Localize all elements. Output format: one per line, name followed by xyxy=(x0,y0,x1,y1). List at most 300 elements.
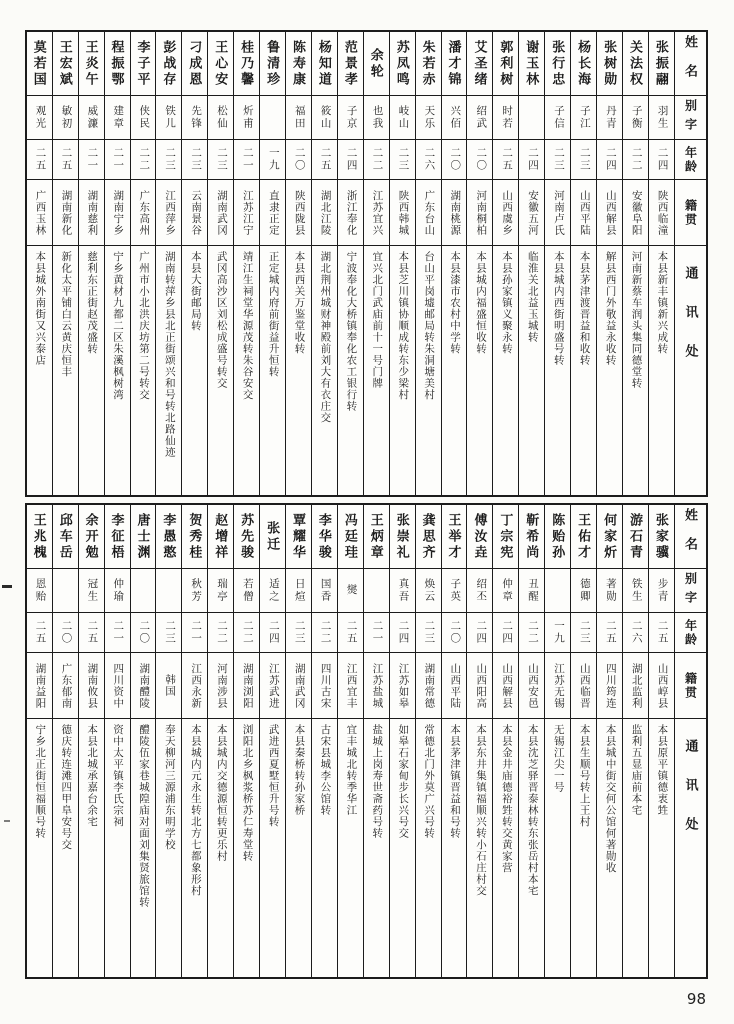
courtesy-name: 羽生 xyxy=(649,96,674,140)
age: 二三 xyxy=(545,140,570,180)
native-place: 江西宜丰 xyxy=(338,653,363,719)
person-name: 王心安 xyxy=(208,32,233,96)
age: 二五 xyxy=(27,613,52,653)
header-column xyxy=(674,32,706,495)
age: 二二 xyxy=(623,140,648,180)
header-name: 姓名 xyxy=(675,505,706,569)
native-place: 江苏武进 xyxy=(260,653,285,719)
person-column xyxy=(596,32,622,495)
person-name: 刁成恩 xyxy=(182,32,207,96)
age: 二〇 xyxy=(53,613,78,653)
age: 二二 xyxy=(364,140,389,180)
person-column xyxy=(363,505,389,977)
person-name: 艾圣绪 xyxy=(467,32,492,96)
courtesy-name: 子衡 xyxy=(623,96,648,140)
contact-address: 资中太平镇李氏宗祠 xyxy=(112,724,124,828)
person-column xyxy=(27,32,52,495)
person-name: 王举才 xyxy=(442,505,467,569)
person-column xyxy=(337,32,363,495)
courtesy-name: 子信 xyxy=(545,96,570,140)
age: 二三 xyxy=(571,613,596,653)
courtesy-name: 德卿 xyxy=(571,569,596,613)
age: 二三 xyxy=(571,140,596,180)
age: 二二 xyxy=(519,613,544,653)
person-name: 赵增祥 xyxy=(208,505,233,569)
person-column xyxy=(155,32,181,495)
courtesy-name: 绍武 xyxy=(467,96,492,140)
age: 二〇 xyxy=(286,140,311,180)
courtesy-name: 威濂 xyxy=(79,96,104,140)
header-native-place: 籍贯 xyxy=(675,180,706,246)
contact-address: 本县漆市农村中学转 xyxy=(449,251,461,355)
person-name: 郭利树 xyxy=(493,32,518,96)
age: 二五 xyxy=(27,140,52,180)
age: 二五 xyxy=(493,140,518,180)
age: 二五 xyxy=(79,613,104,653)
person-name: 苏先骏 xyxy=(234,505,259,569)
age: 二五 xyxy=(53,140,78,180)
header-courtesy-name: 别字 xyxy=(675,96,706,140)
courtesy-name: 岐山 xyxy=(390,96,415,140)
person-column xyxy=(363,32,389,495)
courtesy-name xyxy=(519,96,544,140)
courtesy-name: 福田 xyxy=(286,96,311,140)
native-place: 山西平陆 xyxy=(442,653,467,719)
age: 二二 xyxy=(208,613,233,653)
person-column xyxy=(492,32,518,495)
contact-address: 武冈高沙区刘松成盛号转交 xyxy=(215,251,227,389)
age: 二〇 xyxy=(467,140,492,180)
person-name: 李华骏 xyxy=(312,505,337,569)
contact-address: 本县西关万鉴堂收转 xyxy=(293,251,305,355)
courtesy-name: 焕云 xyxy=(416,569,441,613)
contact-address: 武进西夏墅恒升号转 xyxy=(267,724,279,828)
contact-address: 常德北门外莫广兴号转 xyxy=(423,724,435,839)
age: 一九 xyxy=(545,613,570,653)
courtesy-name xyxy=(156,569,181,613)
native-place: 四川筠连 xyxy=(597,653,622,719)
contact-address: 本县茅津渡晋益和收转 xyxy=(578,251,590,366)
contact-address: 广州市小北洪庆坊第二号转交 xyxy=(137,251,149,401)
native-place: 山西解县 xyxy=(493,653,518,719)
person-column xyxy=(233,32,259,495)
age: 二一 xyxy=(234,140,259,180)
person-name: 王佑才 xyxy=(571,505,596,569)
native-place: 湖北监利 xyxy=(623,653,648,719)
contact-address: 本县城内元永生转北方七都象形村 xyxy=(189,724,201,897)
age: 二四 xyxy=(390,613,415,653)
age: 二一 xyxy=(79,140,104,180)
courtesy-name xyxy=(131,569,156,613)
age: 二三 xyxy=(286,613,311,653)
contact-address: 本县城内福盛恒收转 xyxy=(474,251,486,355)
contact-address: 靖江生祠堂华源茂转朱谷安交 xyxy=(241,251,253,401)
contact-address: 德庆转连滩四甲阜安号交 xyxy=(60,724,72,851)
courtesy-name: 著勋 xyxy=(597,569,622,613)
courtesy-name: 时若 xyxy=(493,96,518,140)
person-name: 陈贻孙 xyxy=(545,505,570,569)
courtesy-name: 兴佰 xyxy=(442,96,467,140)
contact-address: 本县茅津镇晋益和号转 xyxy=(449,724,461,839)
courtesy-name: 丑醒 xyxy=(519,569,544,613)
contact-address: 宜丰城北转季华江 xyxy=(345,724,357,816)
person-column xyxy=(181,32,207,495)
contact-address: 本县金井庙德裕甡转交黄家营 xyxy=(500,724,512,874)
courtesy-name: 绍丕 xyxy=(467,569,492,613)
age: 二一 xyxy=(105,140,130,180)
person-column xyxy=(27,505,52,977)
native-place: 陕西临潼 xyxy=(649,180,674,246)
contact-address: 本县东井集镇福顺兴转小石庄村交 xyxy=(474,724,486,897)
person-name: 潘才锦 xyxy=(442,32,467,96)
page-number: 98 xyxy=(686,990,706,1008)
contact-address: 宜兴北门武庙前十一号门牌 xyxy=(371,251,383,389)
person-column xyxy=(518,32,544,495)
person-column xyxy=(389,505,415,977)
contact-address: 无锡江尖一号 xyxy=(552,724,564,793)
contact-address: 奉天柳河三源浦东明学校 xyxy=(163,724,175,851)
age: 二六 xyxy=(416,140,441,180)
native-place: 河南涉县 xyxy=(208,653,233,719)
age: 二〇 xyxy=(442,613,467,653)
person-column xyxy=(285,505,311,977)
courtesy-name: 秋芳 xyxy=(182,569,207,613)
native-place: 湖南慈利 xyxy=(79,180,104,246)
courtesy-name: 爕 xyxy=(338,569,363,613)
contact-address: 台山平岗墟邮局转朱洞塘美村 xyxy=(423,251,435,401)
native-place: 山西临晋 xyxy=(571,653,596,719)
age: 二二 xyxy=(312,613,337,653)
native-place: 广东台山 xyxy=(416,180,441,246)
person-name: 张崇礼 xyxy=(390,505,415,569)
contact-address: 宁乡北正街恒福顺号转 xyxy=(34,724,46,839)
contact-address: 醴陵伍家巷城隍庙对面刘集贤旅馆转 xyxy=(137,724,149,908)
person-column xyxy=(130,505,156,977)
person-name: 程振鄂 xyxy=(105,32,130,96)
native-place: 湖南攸县 xyxy=(79,653,104,719)
person-column xyxy=(181,505,207,977)
contact-address: 本县城内西街明盛号转 xyxy=(552,251,564,366)
person-name: 张行忠 xyxy=(545,32,570,96)
courtesy-name: 仲瑜 xyxy=(105,569,130,613)
person-name: 邱车岳 xyxy=(53,505,78,569)
person-name: 张振翮 xyxy=(649,32,674,96)
contact-address: 如皋石家甸步长兴号交 xyxy=(397,724,409,839)
courtesy-name: 铁儿 xyxy=(156,96,181,140)
native-place: 河南卢氏 xyxy=(545,180,570,246)
native-place: 湖南常德 xyxy=(416,653,441,719)
courtesy-name: 子京 xyxy=(338,96,363,140)
age: 二一 xyxy=(105,613,130,653)
courtesy-name: 炘甫 xyxy=(234,96,259,140)
person-column xyxy=(259,32,285,495)
contact-address: 正定城内府前街益升恒转 xyxy=(267,251,279,378)
person-name: 张迁 xyxy=(260,505,285,569)
courtesy-name: 子江 xyxy=(571,96,596,140)
courtesy-name xyxy=(53,569,78,613)
native-place: 浙江奉化 xyxy=(338,180,363,246)
age: 一九 xyxy=(260,140,285,180)
native-place: 山西平陆 xyxy=(571,180,596,246)
courtesy-name: 子英 xyxy=(442,569,467,613)
contact-address: 盐城上岗寿世斋药号转 xyxy=(371,724,383,839)
native-place: 韩国 xyxy=(156,653,181,719)
person-name: 彭战存 xyxy=(156,32,181,96)
age: 二二 xyxy=(131,140,156,180)
contact-address: 本县沈芝驿晋泰林转东张岳村本宅 xyxy=(526,724,538,897)
person-column xyxy=(207,32,233,495)
native-place: 湖南武冈 xyxy=(208,180,233,246)
age: 二四 xyxy=(467,613,492,653)
native-place: 山西崞县 xyxy=(649,653,674,719)
person-column xyxy=(441,32,467,495)
person-column xyxy=(337,505,363,977)
native-place: 山西阳高 xyxy=(467,653,492,719)
age: 二四 xyxy=(493,613,518,653)
person-name: 王炳章 xyxy=(364,505,389,569)
age: 二三 xyxy=(156,613,181,653)
person-column xyxy=(415,505,441,977)
person-column xyxy=(492,505,518,977)
contact-address: 本县新丰镇新兴成转 xyxy=(656,251,668,355)
person-name: 莫若国 xyxy=(27,32,52,96)
native-place: 湖北江陵 xyxy=(312,180,337,246)
person-name: 龚思齐 xyxy=(416,505,441,569)
person-column xyxy=(544,505,570,977)
person-name: 陈寿康 xyxy=(286,32,311,96)
native-place: 广东高州 xyxy=(131,180,156,246)
person-name: 余轮 xyxy=(364,32,389,96)
native-place: 山西虞乡 xyxy=(493,180,518,246)
native-place: 湖南醴陵 xyxy=(131,653,156,719)
person-column xyxy=(233,505,259,977)
person-column xyxy=(544,32,570,495)
age: 二五 xyxy=(597,613,622,653)
person-column xyxy=(78,32,104,495)
contact-address: 本县城中街交何公馆何著勋收 xyxy=(604,724,616,874)
age: 二六 xyxy=(623,613,648,653)
age: 二四 xyxy=(338,140,363,180)
contact-address: 本县孙家镇义聚永转 xyxy=(500,251,512,355)
registry-table-top xyxy=(25,30,708,497)
contact-address: 古宋县城李公馆转 xyxy=(319,724,331,816)
age: 二三 xyxy=(182,140,207,180)
native-place: 湖南益阳 xyxy=(27,653,52,719)
person-name: 鲁清珍 xyxy=(260,32,285,96)
native-place: 山西解县 xyxy=(597,180,622,246)
scan-artifact xyxy=(2,585,12,588)
person-column xyxy=(104,32,130,495)
header-age: 年龄 xyxy=(675,613,706,653)
age: 二三 xyxy=(416,613,441,653)
person-name: 苏凤鸣 xyxy=(390,32,415,96)
person-column xyxy=(311,505,337,977)
person-column xyxy=(52,505,78,977)
header-name: 姓名 xyxy=(675,32,706,96)
person-column xyxy=(311,32,337,495)
native-place: 湖南宁乡 xyxy=(105,180,130,246)
age: 二五 xyxy=(338,613,363,653)
person-column xyxy=(570,32,596,495)
person-name: 杨知道 xyxy=(312,32,337,96)
native-place: 江西永新 xyxy=(182,653,207,719)
courtesy-name: 仲章 xyxy=(493,569,518,613)
person-name: 冯廷珪 xyxy=(338,505,363,569)
contact-address: 浏阳北乡枫浆桥苏仁寿堂转 xyxy=(241,724,253,862)
person-column xyxy=(648,505,674,977)
native-place: 江西萍乡 xyxy=(156,180,181,246)
age: 二一 xyxy=(364,613,389,653)
age: 二二 xyxy=(234,613,259,653)
header-native-place: 籍贯 xyxy=(675,653,706,719)
header-courtesy-name: 别字 xyxy=(675,569,706,613)
contact-address: 湖北荆州城财神殿前刘大有衣庄交 xyxy=(319,251,331,424)
person-name: 王炎午 xyxy=(79,32,104,96)
courtesy-name: 先锋 xyxy=(182,96,207,140)
person-name: 王兆槐 xyxy=(27,505,52,569)
person-column xyxy=(259,505,285,977)
age: 二四 xyxy=(597,140,622,180)
person-name: 余开勉 xyxy=(79,505,104,569)
person-column xyxy=(441,505,467,977)
native-place: 河南桐柏 xyxy=(467,180,492,246)
courtesy-name: 真吾 xyxy=(390,569,415,613)
age: 二四 xyxy=(649,140,674,180)
person-column xyxy=(466,505,492,977)
person-name: 张树勋 xyxy=(597,32,622,96)
contact-address: 本县秦桥转孙家桥 xyxy=(293,724,305,816)
person-name: 傅汝垚 xyxy=(467,505,492,569)
courtesy-name: 侠民 xyxy=(131,96,156,140)
courtesy-name: 国香 xyxy=(312,569,337,613)
person-name: 唐士渊 xyxy=(131,505,156,569)
contact-address: 本县大街邮局转 xyxy=(189,251,201,332)
native-place: 江苏江宁 xyxy=(234,180,259,246)
header-age: 年龄 xyxy=(675,140,706,180)
person-name: 游石青 xyxy=(623,505,648,569)
contact-address: 新化太平铺白云黄庆恒丰 xyxy=(60,251,72,378)
native-place: 安徽五河 xyxy=(519,180,544,246)
person-name: 王宏斌 xyxy=(53,32,78,96)
person-column xyxy=(466,32,492,495)
contact-address: 本县生顺号转上王村 xyxy=(578,724,590,828)
contact-address: 监利五显庙前本宅 xyxy=(630,724,642,816)
person-column xyxy=(389,32,415,495)
person-column xyxy=(518,505,544,977)
age: 二四 xyxy=(519,140,544,180)
age: 二三 xyxy=(156,140,181,180)
header-contact-address: 通讯处 xyxy=(683,266,699,383)
native-place: 江苏盐城 xyxy=(364,653,389,719)
courtesy-name: 瑞亭 xyxy=(208,569,233,613)
contact-address: 本县芝川镇协顺成转东少梁村 xyxy=(397,251,409,401)
person-column xyxy=(415,32,441,495)
courtesy-name: 天乐 xyxy=(416,96,441,140)
age: 二〇 xyxy=(442,140,467,180)
courtesy-name: 步青 xyxy=(649,569,674,613)
contact-address: 河南新蔡车润头集同德堂转 xyxy=(630,251,642,389)
native-place: 四川古宋 xyxy=(312,653,337,719)
contact-address: 解县西门外敬益永收转 xyxy=(604,251,616,366)
courtesy-name xyxy=(545,569,570,613)
person-name: 李子平 xyxy=(131,32,156,96)
person-column xyxy=(622,505,648,977)
courtesy-name: 敏初 xyxy=(53,96,78,140)
native-place: 云南景谷 xyxy=(182,180,207,246)
person-name: 张家骥 xyxy=(649,505,674,569)
contact-address: 本县原平镇德衷甡 xyxy=(656,724,668,816)
native-place: 陕西韩城 xyxy=(390,180,415,246)
person-column xyxy=(596,505,622,977)
person-name: 朱若赤 xyxy=(416,32,441,96)
person-column xyxy=(207,505,233,977)
person-name: 贺秀桂 xyxy=(182,505,207,569)
native-place: 山西安邑 xyxy=(519,653,544,719)
contact-address: 临淮关北益玉城转 xyxy=(526,251,538,343)
native-place: 湖南浏阳 xyxy=(234,653,259,719)
native-place: 江苏无锡 xyxy=(545,653,570,719)
person-name: 李愚憨 xyxy=(156,505,181,569)
courtesy-name: 恩贻 xyxy=(27,569,52,613)
native-place: 江苏如皋 xyxy=(390,653,415,719)
native-place: 湖南武冈 xyxy=(286,653,311,719)
person-column xyxy=(130,32,156,495)
person-name: 杨长海 xyxy=(571,32,596,96)
person-column xyxy=(155,505,181,977)
person-name: 关法权 xyxy=(623,32,648,96)
registry-table-bottom xyxy=(25,503,708,979)
native-place: 湖南新化 xyxy=(53,180,78,246)
age: 二〇 xyxy=(131,613,156,653)
header-column xyxy=(674,505,706,977)
person-name: 何家炘 xyxy=(597,505,622,569)
native-place: 江苏宜兴 xyxy=(364,180,389,246)
person-column xyxy=(570,505,596,977)
contact-address: 本县城外南街又兴泰店 xyxy=(34,251,46,366)
courtesy-name: 筱山 xyxy=(312,96,337,140)
native-place: 陕西陇县 xyxy=(286,180,311,246)
native-place: 四川资中 xyxy=(105,653,130,719)
age: 二三 xyxy=(390,140,415,180)
scan-artifact xyxy=(4,820,10,822)
age: 二四 xyxy=(260,613,285,653)
person-name: 丁宗宪 xyxy=(493,505,518,569)
age: 二一 xyxy=(182,613,207,653)
courtesy-name: 冠生 xyxy=(79,569,104,613)
native-place: 广西玉林 xyxy=(27,180,52,246)
courtesy-name: 铁生 xyxy=(623,569,648,613)
header-contact-address: 通讯处 xyxy=(683,739,699,856)
contact-address: 宁乡黄材九都二区朱溪枫树湾 xyxy=(112,251,124,401)
age: 二五 xyxy=(312,140,337,180)
courtesy-name xyxy=(260,96,285,140)
courtesy-name xyxy=(364,569,389,613)
native-place: 安徽阜阳 xyxy=(623,180,648,246)
person-column xyxy=(78,505,104,977)
courtesy-name: 日煊 xyxy=(286,569,311,613)
person-name: 李征梧 xyxy=(105,505,130,569)
person-column xyxy=(52,32,78,495)
person-column xyxy=(104,505,130,977)
contact-address: 湖南转萍乡县北正街颂兴和号转北路仙迹 xyxy=(163,251,175,458)
age: 二五 xyxy=(649,613,674,653)
person-name: 范景孝 xyxy=(338,32,363,96)
person-name: 桂乃馨 xyxy=(234,32,259,96)
person-name: 覃耀华 xyxy=(286,505,311,569)
contact-address: 本县北城承嘉台余宅 xyxy=(86,724,98,828)
native-place: 直隶正定 xyxy=(260,180,285,246)
age: 二三 xyxy=(208,140,233,180)
